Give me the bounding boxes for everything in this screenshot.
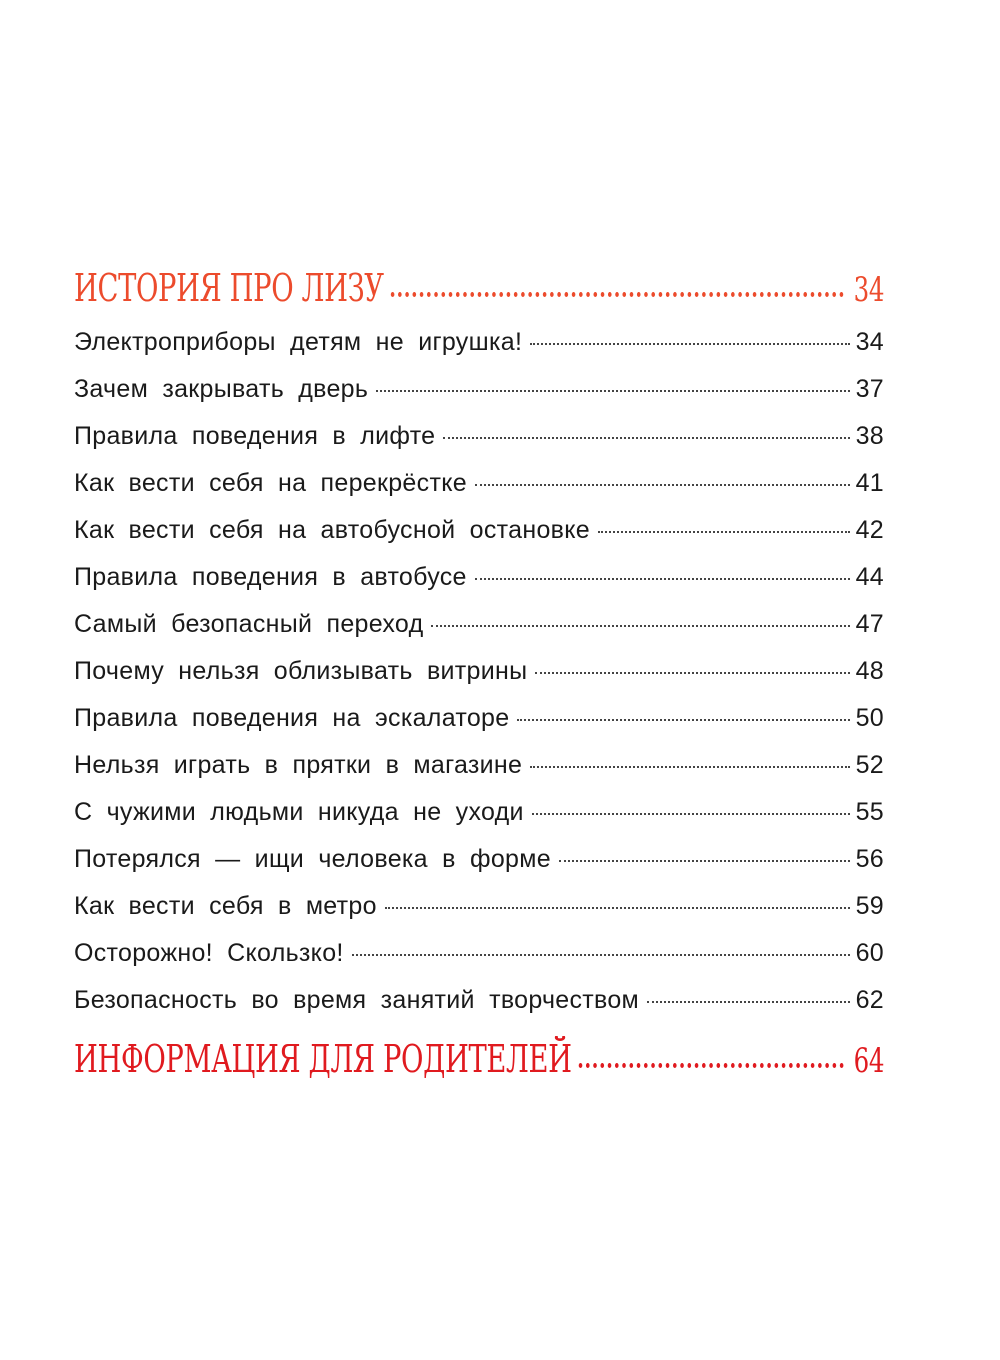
dot-leader (443, 437, 849, 439)
page-number: 56 (855, 845, 884, 873)
toc-entry[interactable] (74, 751, 884, 798)
page-number: 60 (855, 939, 884, 967)
dot-leader (385, 907, 850, 909)
entry-title: Как вести себя в метро (74, 892, 377, 920)
dot-leader (535, 672, 849, 674)
dot-leader (475, 578, 850, 580)
section-title: ИНФОРМАЦИЯ ДЛЯ РОДИТЕЛЕЙ (74, 1037, 572, 1081)
entry-title: Почему нельзя облизывать витрины (74, 657, 528, 685)
dot-leader (475, 484, 850, 486)
page-number: 55 (855, 798, 884, 826)
entry-title: Безопасность во время занятий творчеством (74, 986, 640, 1014)
toc-entry[interactable] (74, 469, 884, 516)
toc-entry[interactable] (74, 516, 884, 563)
page-number: 52 (855, 751, 884, 779)
entry-title: Нельзя играть в прятки в магазине (74, 751, 523, 779)
dot-leader (391, 292, 844, 297)
page-number: 38 (855, 422, 884, 450)
section-title: ИСТОРИЯ ПРО ЛИЗУ (74, 266, 384, 310)
dot-leader (647, 1001, 850, 1003)
dot-leader (579, 1063, 844, 1068)
page-number: 47 (855, 610, 884, 638)
entry-title: Электроприборы детям не игрушка! (74, 328, 523, 356)
table-of-contents (74, 262, 884, 1099)
dot-leader (352, 954, 850, 956)
page-number: 59 (855, 892, 884, 920)
dot-leader (431, 625, 849, 627)
page-number: 34 (855, 328, 884, 356)
entry-title: Правила поведения в лифте (74, 422, 436, 450)
page-number: 44 (855, 563, 884, 591)
toc-entry[interactable] (74, 375, 884, 422)
toc-entry[interactable] (74, 986, 884, 1033)
toc-section-heading[interactable] (74, 262, 884, 328)
dot-leader (376, 390, 849, 392)
toc-entry[interactable] (74, 892, 884, 939)
entry-title: Правила поведения на эскалаторе (74, 704, 510, 732)
toc-entry[interactable] (74, 563, 884, 610)
page-number: 37 (855, 375, 884, 403)
dot-leader (532, 813, 850, 815)
page-number: 62 (855, 986, 884, 1014)
toc-section-heading[interactable] (74, 1037, 884, 1099)
entry-title: Правила поведения в автобусе (74, 563, 467, 591)
toc-entry[interactable] (74, 328, 884, 375)
page-number: 48 (855, 657, 884, 685)
page-number: 50 (855, 704, 884, 732)
entry-title: С чужими людьми никуда не уходи (74, 798, 524, 826)
page-number: 64 (853, 1041, 885, 1081)
entry-title: Как вести себя на перекрёстке (74, 469, 467, 497)
entry-title: Зачем закрывать дверь (74, 375, 369, 403)
dot-leader (530, 343, 849, 345)
page-number: 41 (855, 469, 884, 497)
toc-entry[interactable] (74, 798, 884, 845)
toc-entry[interactable] (74, 422, 884, 469)
page-number: 42 (855, 516, 884, 544)
dot-leader (559, 860, 850, 862)
toc-entry[interactable] (74, 657, 884, 704)
page-number: 34 (853, 270, 885, 310)
toc-entry[interactable] (74, 610, 884, 657)
dot-leader (530, 766, 849, 768)
toc-entry[interactable] (74, 939, 884, 986)
entry-title: Самый безопасный переход (74, 610, 424, 638)
toc-entry[interactable] (74, 704, 884, 751)
toc-entry[interactable] (74, 845, 884, 892)
dot-leader (598, 531, 850, 533)
entry-title: Как вести себя на автобусной остановке (74, 516, 590, 544)
entry-title: Осторожно! Скользко! (74, 939, 344, 967)
dot-leader (517, 719, 849, 721)
entry-title: Потерялся — ищи человека в форме (74, 845, 551, 873)
